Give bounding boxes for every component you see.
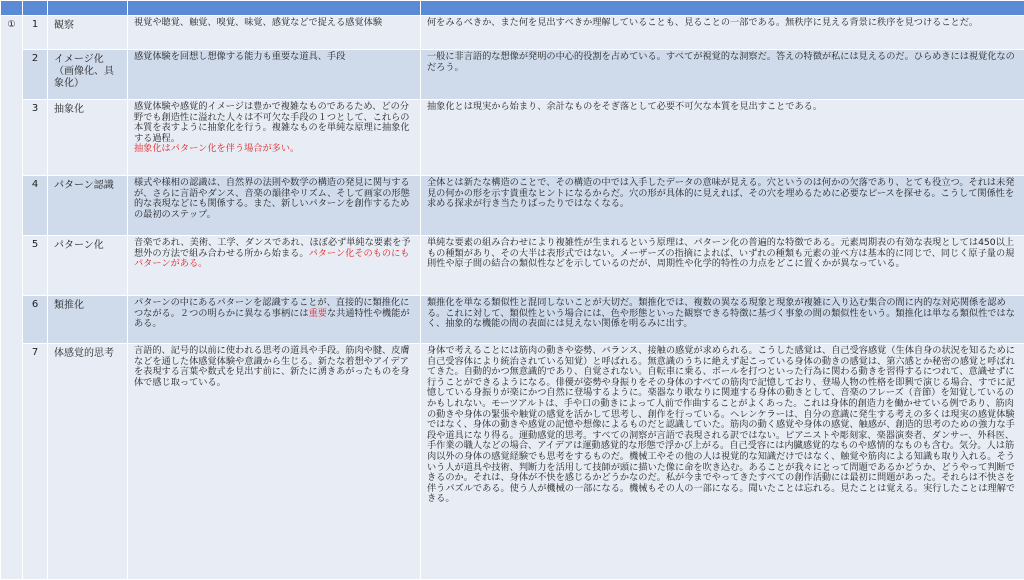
row-detail: 全体とは新たな構造のことで、その構造の中では入手したデータの意味が見える。穴というのは何かの欠落であり、とても役立つ。それは未発見の何かの形を示す貴重なヒントになるからだ。穴の形が具体的に見えれば、その穴を埋めるために必要なピースを探せる。こうして関係性を求める探求が行き当たりばったりではなくなる。	[421, 176, 1024, 236]
row-number: 1	[23, 16, 48, 50]
row-description	[128, 16, 421, 50]
row-description	[128, 236, 421, 296]
header-cell	[128, 1, 421, 16]
row-name: 観察	[48, 16, 128, 50]
row-number: 6	[23, 296, 48, 344]
description-text: 様式や様相の認識は、自然界の法則や数学の構造の発見に関与するが、さらに言語やダンス、音楽の韻律やリズム、そして画家の形態的な表現などにも関係する。また、新しいパターンを創作するための最初のステップ。	[134, 177, 410, 220]
table-row	[1, 50, 1024, 100]
description-text: 視覚や聴覚、触覚、嗅覚、味覚、感覚などで捉える感覚体験	[134, 17, 383, 28]
row-number: 4	[23, 176, 48, 236]
row-detail: 一般に非言語的な想像が発明の中心的役割を占めている。すべてが視覚的な洞察だ。答えの特徴が私には見えるのだ。ひらめきには視覚化なのだろう。	[421, 50, 1024, 100]
row-name: パターン化	[48, 236, 128, 296]
row-number: 3	[23, 100, 48, 176]
row-name: 体感覚的思考	[48, 344, 128, 580]
row-detail: 単純な要素の組み合わせにより複雑性が生まれるという原理は、パターン化の普遍的な特徴である。元素周期表の有効な表現としては450以上もの種類があり、その大半は表形式ではない。メーザーズの指摘によれば、いずれの種類も元素の並べ方は基本的に同じで、同じく原子量の規則性や原子間の結合の類似性などを示しているのだが、周期性や化学的特性の力点をどこに置くかが異なっている。	[421, 236, 1024, 296]
description-text: 音楽であれ、美術、工学、ダンスであれ、ほぼ必ず単純な要素を予想外の方法で組み合わせる所から始まる。	[134, 237, 411, 259]
row-number: 2	[23, 50, 48, 100]
description-text: 感覚体験や感覚的イメージは豊かで複雑なものであるため、どの分野でも創造性に溢れた人々は不可欠な手段の１つとして、これらの本質を表すように抽象化を行う。複雑なものを単純な原理に抽象化する過程。	[134, 101, 410, 144]
header-cell	[1, 1, 23, 16]
table-row	[1, 344, 1024, 580]
row-description	[128, 100, 421, 176]
row-description	[128, 296, 421, 344]
row-description	[128, 176, 421, 236]
description-text: 言語的、記号的以前に使われる思考の道具や手段。筋肉や腱、皮膚などを通した体感覚体験や意識から生じる。新たな着想やアイデアを表現する言葉や数式を見出す前に、新たに湧きあがったものを身体で感じ取っている。	[134, 345, 410, 388]
row-detail: 抽象化とは現実から始まり、余計なものをそぎ落として必要不可欠な本質を見出すことである。	[421, 100, 1024, 176]
description-highlight: パターン化そのものにもパターンがある。	[134, 247, 410, 270]
row-name: パターン認識	[48, 176, 128, 236]
table-row	[1, 296, 1024, 344]
header-cell	[48, 1, 128, 16]
table-row	[1, 176, 1024, 236]
table-row	[1, 16, 1024, 50]
table-row	[1, 236, 1024, 296]
description-text: 感覚体験を回想し想像する能力も重要な道具、手段	[134, 51, 346, 62]
row-detail: 何をみるべきか、また何を見出すべきか理解していることも、見ることの一部である。無秩序に見える背景に秩序を見つけることだ。	[421, 16, 1024, 50]
table-row	[1, 100, 1024, 176]
row-number: 7	[23, 344, 48, 580]
description-highlight: 抽象化はパターン化を伴う場合が多い。	[134, 143, 300, 155]
row-description	[128, 50, 421, 100]
description-tail: な共通特性や機能がある。	[134, 307, 410, 330]
row-name: イメージ化（画像化、具象化）	[48, 50, 128, 100]
header-cell	[23, 1, 48, 16]
description-text: パターンの中にあるパターンを認識することが、直接的に類推化につながる。２つの明らかに異なる事柄には	[134, 297, 410, 319]
row-detail: 身体で考えることには筋肉の動きや姿勢、バランス、接触の感覚が求められる。こうした感覚は、自己受容感覚（生体自身の状況を知るために自己受容体により統治されている知覚）と呼ばれる。無意識のうちに絶えず起こっている身体の動きの感覚は、第六感とか秘密の感覚と呼ばれてきた。自動的かつ無意識的であり、自覚されない。自転車に乗る、ボールを打つといった行為に関わる動きを習得するにつれて、意識せずに行うことができるようになる。俳優が姿勢や身振りをその身体のすべての筋肉で記憶しており、登場人物の性格を即興で演じる場合、すでに記憶している身振りが楽にかつ自然に登場するように。楽器なり歌なりに関連する身体の動きとして、音楽のフレーズ（音節）を知覚しているのかもしれない。モーツアルトは、手や口の動きによって人前で作曲することがよくあった。これは身体的創造力を働かせている例であり、筋肉の動きや身体の緊張や触覚の感覚を活かして思考し、創作を行っている。ヘレンケラーは、自分の意識に発生する考えの多くは現実の感覚体験ではなく、身体の動きや感覚の記憶や想像によるものだと認識していた。筋肉の動く感覚や身体の感覚、触感が、創造的思考のための強力な手段や道具になり得る。運動感覚的思考。すべての洞察が言語で表現される訳ではない。ピアニストや彫刻家、楽器演奏者、ダンサー、外科医、手作業の職人などの場合、アイデアは運動感覚的な形態で浮かび上がる。自己受容には内臓感覚的なものや感情的なものも含む。気分。人は筋肉以外の身体の感覚経験でも思考をするものだ。機械工やその他の人は視覚的な知識だけではなく、触覚や筋肉による知識も取り入れる。そういう人が道具や技術、判断力を活用して技師が頭に描いた像に命を吹き込む。あることが我々にとって問題であるかどうか、どうやって判断できるのか。それは、身体が不快を感じるかどうかなのだ。私が今までやってきたすべての創作活動には最初に問題があった。それらは不快さを伴うパズルである。使う人が機械の一部になる。機械もその人の一部になる。聞いたことは忘れる。見たことは覚える。実行したことは理解できる。	[421, 344, 1024, 580]
row-name: 類推化	[48, 296, 128, 344]
row-detail: 類推化を単なる類似性と混同しないことが大切だ。類推化では、複数の異なる現象と現象が複雑に入り込む集合の間に内的な対応関係を認める。これに対して、類似性という場合には、色や形態といった観察できる特徴に基づく事象の間の類似性をいう。類推化は単なる類似性ではなく、抽象的な機能の間の表面には見えない関係を明るみに出す。	[421, 296, 1024, 344]
group-mark: ①	[1, 16, 23, 580]
row-number: 5	[23, 236, 48, 296]
table-header-row	[1, 1, 1024, 16]
description-highlight: 重要	[308, 307, 327, 319]
row-description	[128, 344, 421, 580]
header-cell	[421, 1, 1024, 16]
row-name: 抽象化	[48, 100, 128, 176]
